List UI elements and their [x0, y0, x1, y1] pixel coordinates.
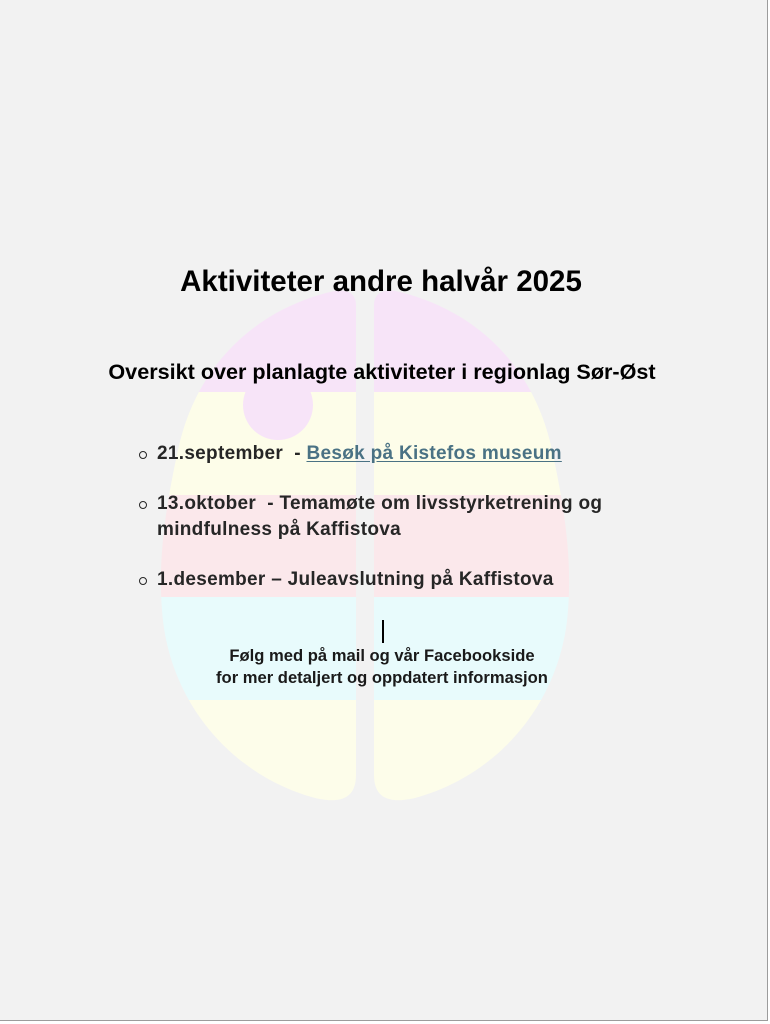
- activity-separator: -: [256, 493, 280, 514]
- page-subtitle: Oversikt over planlagte aktiviteter i regionlag Sør-Øst: [108, 359, 656, 384]
- activity-text: [157, 569, 554, 590]
- footer-note: [0, 645, 764, 689]
- activity-list: [157, 441, 627, 617]
- activity-text: [157, 443, 562, 464]
- bullet-circle-icon: [139, 501, 147, 509]
- bullet-circle-icon: [139, 577, 147, 585]
- activity-date: 13.oktober: [157, 493, 257, 514]
- activity-separator: -: [283, 443, 307, 464]
- activity-description: Juleavslutning på Kaffistova: [287, 569, 554, 590]
- page-title: Aktiviteter andre halvår 2025: [180, 265, 582, 298]
- activity-text: [157, 493, 608, 540]
- kistefos-museum-link[interactable]: Besøk på Kistefos museum: [306, 443, 562, 464]
- activity-separator: –: [265, 569, 288, 590]
- text-cursor: [382, 620, 384, 643]
- list-item: [157, 491, 627, 543]
- bullet-circle-icon: [139, 451, 147, 459]
- footer-line-2: for mer detaljert og oppdatert informasjon: [216, 668, 548, 687]
- activity-date: 1.desember: [157, 569, 266, 590]
- list-item: [157, 441, 627, 467]
- list-item: [157, 567, 627, 593]
- watermark-band-5: [150, 700, 580, 810]
- activity-description: Temamøte om livsstyrketrening og mindfulness på Kaffistova: [157, 493, 608, 540]
- activity-date: 21.september: [157, 443, 284, 464]
- footer-line-1: Følg med på mail og vår Facebookside: [229, 646, 535, 665]
